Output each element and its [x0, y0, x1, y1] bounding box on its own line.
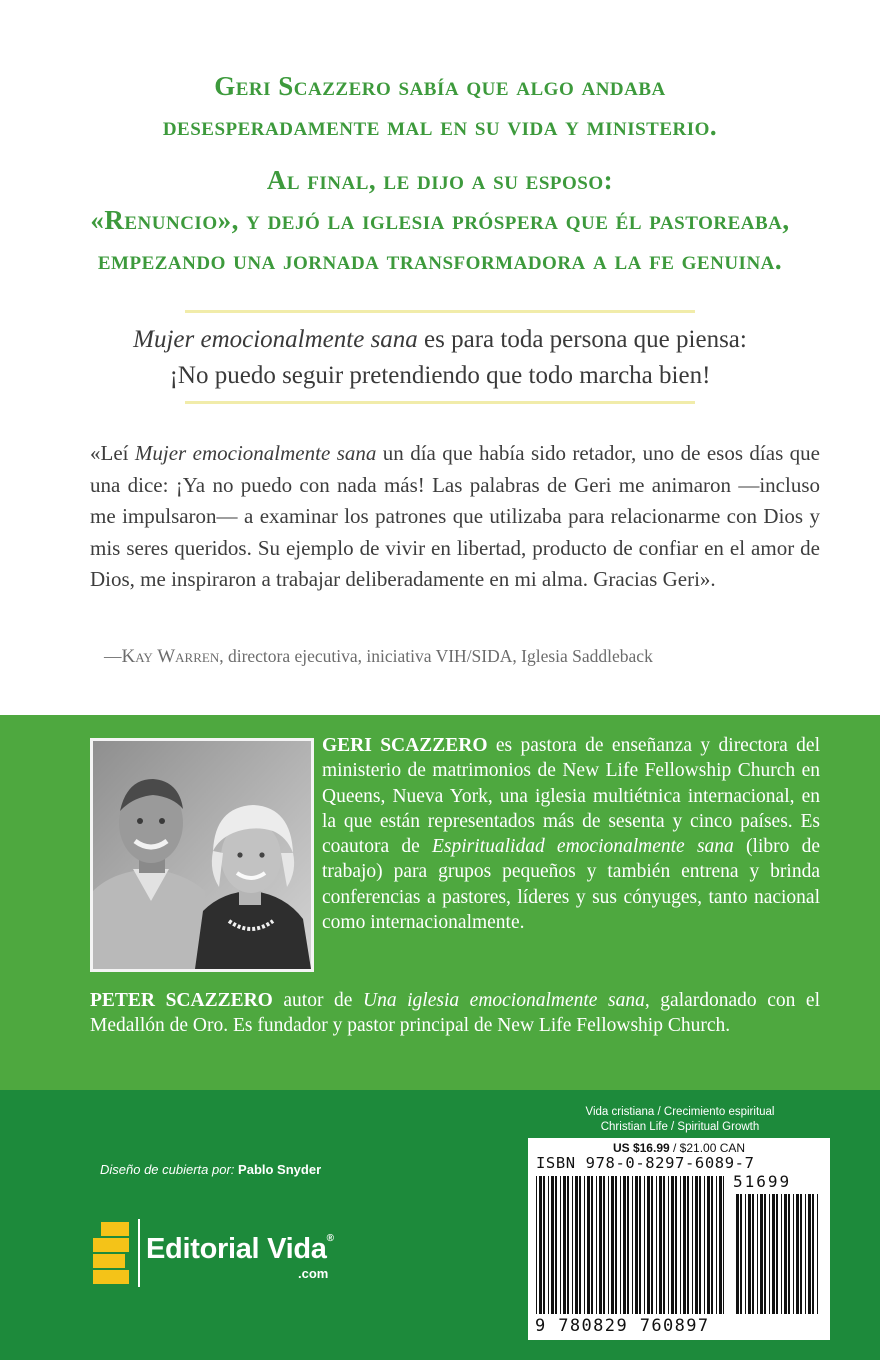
quote-body: un día que había sido retador, uno de esos días que una dice: ¡Ya no puedo con nada más! Las palabras de Geri me animaron —incluso me impulsaron— a examinar los patrones que utilizaba para relacionarme con Dios y mis seres queridos. Su ejemplo de vivir en libertad, producto de confiar en el amor de Dios, me inspiraron a trabajar deliberadamente en mi alma. Gracias Geri». — [90, 441, 820, 591]
designer-name: Pablo Snyder — [238, 1162, 322, 1177]
geri-name: GERI SCAZZERO — [322, 735, 488, 756]
barcode-bar — [627, 1176, 629, 1314]
geri-bio-text-end: (libro de trabajo) para grupos pequeños y también entrena y brinda conferencias a pastores, líderes y sus cónyuges, tanto nacional como internacionalmente. — [322, 836, 820, 934]
design-label: Diseño de cubierta por: — [100, 1162, 235, 1177]
peter-bio-text-end: , galardonado con el Medallón de Oro. Es fundador y pastor principal de New Life Fellowship Church. — [90, 990, 820, 1037]
barcode-bar — [745, 1194, 746, 1314]
peter-book-title: Una iglesia emocionalmente sana — [362, 990, 645, 1011]
peter-name: PETER SCAZZERO — [90, 990, 273, 1011]
barcode-bar — [707, 1176, 710, 1314]
peter-bio-text: autor de — [272, 990, 363, 1011]
barcode-bar — [748, 1194, 751, 1314]
barcode-bar — [623, 1176, 626, 1314]
barcode-bar — [620, 1176, 621, 1314]
barcode-bar — [740, 1194, 742, 1314]
quote-open: «Leí — [90, 441, 135, 465]
barcode-bar — [615, 1176, 617, 1314]
quote-attribution — [104, 643, 834, 670]
barcode-bar — [668, 1176, 669, 1314]
barcode-bar — [757, 1194, 758, 1314]
barcode-bar — [647, 1176, 650, 1314]
barcode-addon-number: 51699 — [733, 1172, 792, 1191]
geri-book-title: Espiritualidad emocionalmente sana — [432, 836, 734, 858]
publisher-name — [146, 1233, 334, 1266]
tagline — [60, 322, 820, 394]
cover-design-credit — [100, 1162, 321, 1177]
barcode-bar — [632, 1176, 633, 1314]
barcode-bar — [781, 1194, 782, 1314]
barcode-bar — [817, 1194, 818, 1314]
attribution-role: , directora ejecutiva, iniciativa VIH/SIDA, Iglesia Saddleback — [219, 646, 653, 666]
barcode-bar — [608, 1176, 609, 1314]
barcode-bar — [699, 1176, 701, 1314]
barcode-bar — [760, 1194, 763, 1314]
tagline-line-two: ¡No puedo seguir pretendiendo que todo marcha bien! — [169, 362, 711, 389]
barcode-bar — [656, 1176, 657, 1314]
category-english: Christian Life / Spiritual Growth — [600, 1121, 760, 1133]
category-spanish: Vida cristiana / Crecimiento espiritual — [585, 1106, 775, 1118]
geri-bio-text: es pastora de enseñanza y directora del ministerio de matrimonios de New Life Fellowship Church en Queens, Nueva York, una iglesia multiétnica internacional, en la que están representados más de sesenta y cinco países. Es coautora de — [322, 735, 821, 858]
barcode-bar — [591, 1176, 593, 1314]
barcode-bar — [808, 1194, 811, 1314]
headline-line: Al final, le dijo a su esposo: — [266, 165, 614, 195]
barcode-bar — [587, 1176, 590, 1314]
barcode-bar — [536, 1176, 537, 1314]
barcode-bar — [719, 1176, 722, 1314]
geri-bio — [322, 733, 820, 935]
quote-book-title: Mujer emocionalmente sana — [134, 441, 377, 465]
tagline-book-title: Mujer emocionalmente sana — [133, 326, 418, 353]
book-category — [530, 1105, 830, 1135]
divider-top — [185, 310, 695, 313]
barcode-bar — [723, 1176, 724, 1314]
logo-separator — [138, 1219, 140, 1287]
barcode-bar — [711, 1176, 713, 1314]
barcode-bar — [800, 1194, 802, 1314]
headline-line: desesperadamente mal en su vida y ministerio. — [162, 111, 718, 141]
headline-line: Geri Scazzero sabía que algo andaba — [214, 71, 666, 101]
barcode-bar — [680, 1176, 681, 1314]
barcode-bar — [635, 1176, 638, 1314]
barcode-bar — [567, 1176, 569, 1314]
author-photo — [90, 738, 314, 972]
barcode-bar — [659, 1176, 662, 1314]
barcode-bar — [716, 1176, 717, 1314]
barcode-bar — [651, 1176, 653, 1314]
barcode-bar — [572, 1176, 573, 1314]
endorsement-quote — [90, 438, 820, 596]
barcode-bar — [575, 1176, 578, 1314]
peter-bio — [90, 988, 820, 1039]
barcode-bar — [663, 1176, 665, 1314]
barcode-bar — [639, 1176, 641, 1314]
barcode-bar — [563, 1176, 566, 1314]
barcode-bar — [793, 1194, 794, 1314]
barcode-bar — [584, 1176, 585, 1314]
barcode-bar — [776, 1194, 778, 1314]
price-label — [528, 1141, 830, 1155]
barcode-bar — [555, 1176, 557, 1314]
barcode-bar — [579, 1176, 581, 1314]
barcode-bar — [611, 1176, 614, 1314]
price-us: US $16.99 — [612, 1141, 670, 1155]
barcode-bar — [671, 1176, 674, 1314]
barcode-bar — [695, 1176, 698, 1314]
barcode-ean-number: 9 780829 760897 — [535, 1316, 710, 1336]
attribution-name: Kay Warren — [121, 646, 220, 667]
barcode-bar — [796, 1194, 799, 1314]
barcode-bar — [772, 1194, 775, 1314]
barcode-bar — [603, 1176, 605, 1314]
barcode-bar — [560, 1176, 561, 1314]
attribution-dash: — — [104, 646, 122, 666]
barcode-bar — [704, 1176, 705, 1314]
registered-mark: ® — [326, 1233, 334, 1244]
headline-line: «Renuncio», y dejó la iglesia próspera que él pastoreaba, — [90, 205, 790, 235]
barcode-bar — [644, 1176, 645, 1314]
isbn-text: ISBN 978-0-8297-6089-7 — [536, 1154, 755, 1172]
tagline-text: es para toda persona que piensa: — [417, 326, 747, 353]
barcode-bar — [687, 1176, 689, 1314]
barcode-bar — [599, 1176, 602, 1314]
barcode-bar — [769, 1194, 770, 1314]
author-photo-illustration — [93, 741, 311, 969]
barcode-bar — [736, 1194, 739, 1314]
headline-part-two — [60, 160, 820, 280]
barcode-bar — [596, 1176, 597, 1314]
publisher-name-part: Editorial — [146, 1233, 268, 1265]
barcode-bar — [812, 1194, 814, 1314]
publisher-domain: .com — [298, 1266, 329, 1281]
barcode-bar — [551, 1176, 554, 1314]
barcode-bar — [683, 1176, 686, 1314]
barcode-bar — [784, 1194, 787, 1314]
barcode-bar — [675, 1176, 677, 1314]
barcode-bar — [788, 1194, 790, 1314]
barcode-bar — [764, 1194, 766, 1314]
barcode-box — [528, 1138, 830, 1340]
publisher-name-vida: Vida — [267, 1233, 327, 1265]
divider-bottom — [185, 401, 695, 404]
barcode-bar — [543, 1176, 545, 1314]
barcode-bar — [805, 1194, 806, 1314]
tagline-line-one — [60, 322, 820, 358]
barcode-bar — [692, 1176, 693, 1314]
barcode-bar — [752, 1194, 754, 1314]
headline-line: empezando una jornada transformadora a la fe genuina. — [97, 245, 783, 275]
barcode-bar — [548, 1176, 549, 1314]
barcode-bar — [539, 1176, 542, 1314]
publisher-logo-icon — [93, 1222, 133, 1284]
price-can: / $21.00 CAN — [669, 1141, 746, 1155]
headline-part-one — [60, 66, 820, 146]
